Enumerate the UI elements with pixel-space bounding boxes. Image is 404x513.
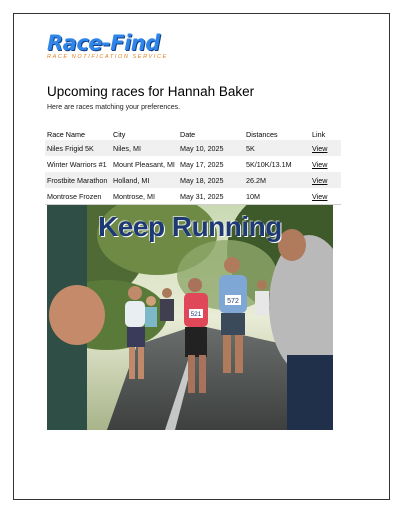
view-link[interactable]: View: [312, 175, 328, 185]
race-city: Montrose, MI: [111, 188, 178, 205]
column-header-date: Date: [180, 129, 196, 139]
race-name: Niles Frigid 5K: [45, 140, 111, 156]
race-name: Frostbite Marathon: [45, 172, 111, 188]
table-row: [45, 156, 341, 172]
intro-text: Here are races matching your preferences.: [47, 104, 181, 111]
race-find-logo: [47, 31, 187, 60]
races-table: [45, 128, 341, 205]
table-header-row: [45, 128, 341, 140]
logo-wordmark: Race-Find: [47, 31, 160, 55]
bib-number: 521: [190, 311, 202, 318]
race-date: May 18, 2025: [178, 172, 244, 188]
race-city: Holland, MI: [111, 172, 178, 188]
column-header-distances: Distances: [246, 129, 278, 139]
column-header-link: Link: [312, 129, 326, 139]
race-distances: 26.2M: [244, 172, 310, 188]
race-distances: 5K/10K/13.1M: [244, 156, 310, 172]
race-city: Mount Pleasant, MI: [111, 156, 178, 172]
race-name: Montrose Frozen: [45, 188, 111, 205]
column-header-race-name: Race Name: [47, 129, 85, 139]
view-link[interactable]: View: [312, 159, 328, 169]
view-link[interactable]: View: [312, 143, 328, 153]
race-city: Niles, MI: [111, 140, 178, 156]
table-row: [45, 188, 341, 205]
email-heading: Upcoming races for Hannah Baker: [47, 84, 255, 99]
bib-number: 572: [227, 298, 239, 305]
race-date: May 10, 2025: [178, 140, 244, 156]
runners-banner-image: [47, 205, 333, 430]
logo-tagline: RACE NOTIFICATION SERVICE: [47, 54, 168, 60]
table-row: [45, 172, 341, 188]
column-header-city: City: [113, 129, 126, 139]
view-link[interactable]: View: [312, 191, 328, 201]
race-name: Winter Warriors #1: [45, 156, 111, 172]
race-distances: 5K: [244, 140, 310, 156]
race-date: May 17, 2025: [178, 156, 244, 172]
table-row: [45, 140, 341, 156]
banner-caption: Keep Running: [98, 211, 282, 242]
race-date: May 31, 2025: [178, 188, 244, 205]
race-distances: 10M: [244, 188, 310, 205]
